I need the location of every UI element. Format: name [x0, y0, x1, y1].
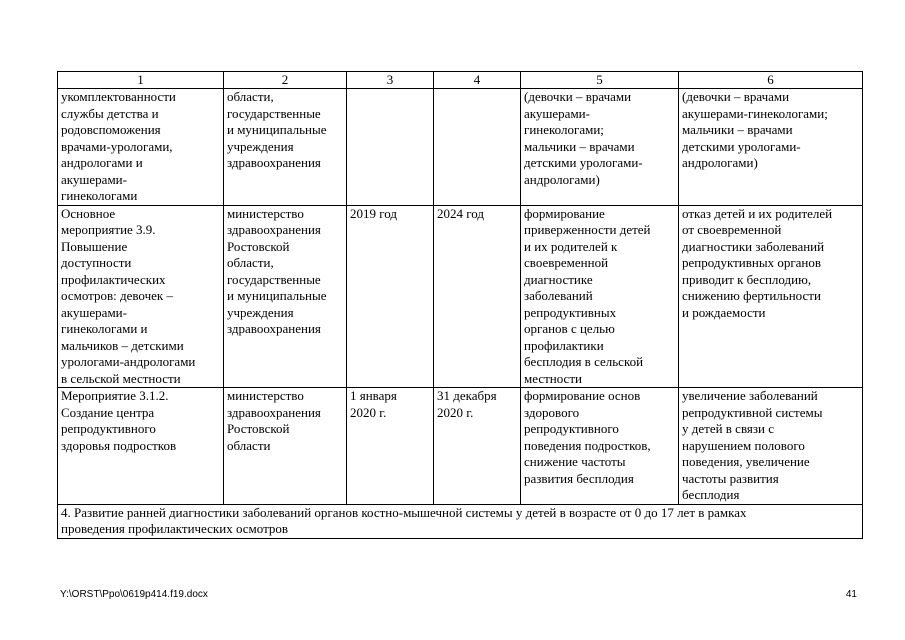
cell-line: учреждения [227, 304, 294, 320]
cell-line: репродуктивного [61, 421, 156, 436]
cell-line: гинекологами и [61, 321, 148, 336]
cell-line: 1 января [350, 388, 397, 403]
cell-line: поведения подростков, [524, 437, 651, 453]
cell-line: диагностике [524, 271, 593, 287]
cell-line: Повышение [61, 238, 128, 254]
cell-line: государственные [227, 105, 321, 121]
header-row [58, 72, 863, 89]
cell-line: андрологами и [61, 155, 143, 170]
section-heading-line: 4. Развитие ранней диагностики заболеваний органов костно-мышечной системы у детей в возрасте от 0 до 17 лет в рамках [61, 504, 747, 520]
table-cell-c5 [521, 89, 679, 206]
cell-line: формирование [524, 205, 605, 221]
cell-line: и рождаемости [682, 304, 766, 320]
cell-line: местности [524, 370, 582, 386]
cell-line: мальчиков – детскими [61, 337, 184, 353]
cell-line: от своевременной [682, 222, 782, 237]
table-cell-c2 [224, 388, 347, 505]
cell-line: и муниципальные [227, 122, 327, 137]
cell-line: Ростовской [227, 421, 290, 436]
cell-line: министерство [227, 205, 304, 221]
cell-line: родовспоможения [61, 122, 161, 137]
table-cell-c1 [58, 205, 224, 388]
cell-line: области [227, 437, 271, 453]
cell-line: органов с целью [524, 321, 615, 336]
cell-line: андрологами) [682, 155, 758, 170]
cell-line: здравоохранения [227, 222, 321, 237]
cell-line: акушерами- [524, 105, 590, 121]
cell-line: приверженности детей [524, 222, 651, 237]
cell-line: гинекологами [61, 188, 138, 203]
table-cell-c3 [347, 89, 434, 206]
cell-line: и их родителей к [524, 238, 618, 254]
table-cell-c2 [224, 205, 347, 388]
cell-line: министерство [227, 388, 304, 403]
cell-line: бесплодия [682, 487, 740, 502]
cell-line: врачами-урологами, [61, 138, 173, 154]
file-path: Y:\ORST\Ppo\0619p414.f19.docx [60, 589, 208, 600]
cell-line: здравоохранения [227, 321, 321, 336]
cell-line: здоровья подростков [61, 437, 177, 453]
cell-line: службы детства и [61, 105, 159, 121]
cell-line: 31 декабря [437, 388, 497, 403]
cell-line: профилактических [61, 271, 166, 287]
section-heading [58, 504, 863, 538]
cell-line: развития бесплодия [524, 470, 634, 486]
cell-line: гинекологами; [524, 122, 604, 137]
cell-line: нарушением полового [682, 437, 805, 453]
cell-line: (девочки – врачами [524, 89, 632, 104]
cell-line: Ростовской [227, 238, 290, 254]
cell-line: 2019 год [350, 205, 397, 221]
cell-line: поведения, увеличение [682, 454, 810, 469]
column-header-6: 6 [679, 72, 863, 89]
cell-line: доступности [61, 255, 132, 270]
table-cell-c5 [521, 205, 679, 388]
cell-line: отказ детей и их родителей [682, 205, 833, 221]
cell-line: репродуктивных органов [682, 255, 822, 270]
page-number: 41 [845, 589, 857, 600]
cell-line: снижение частоты [524, 454, 626, 469]
cell-line: своевременной [524, 255, 609, 270]
cell-line: андрологами) [524, 171, 600, 187]
table-row [58, 89, 863, 206]
cell-line: диагностики заболеваний [682, 238, 825, 254]
table-cell-c2 [224, 89, 347, 206]
cell-line: 2020 г. [437, 404, 474, 420]
table-cell-c3 [347, 205, 434, 388]
cell-line: бесплодия в сельской [524, 354, 644, 369]
table-cell-c1 [58, 388, 224, 505]
section-heading-line: проведения профилактических осмотров [61, 521, 289, 536]
cell-line: формирование основ [524, 388, 641, 403]
column-header-4: 4 [434, 72, 521, 89]
cell-line: заболеваний [524, 288, 593, 303]
cell-line: профилактики [524, 337, 604, 353]
cell-line: 2020 г. [350, 404, 387, 420]
table-row [58, 388, 863, 505]
table-cell-c4 [434, 388, 521, 505]
cell-line: области, [227, 255, 274, 270]
table-cell-c4 [434, 89, 521, 206]
cell-line: урологами-андрологами [61, 354, 196, 369]
cell-line: мероприятие 3.9. [61, 222, 156, 237]
table-cell-c6 [679, 388, 863, 505]
cell-line: здравоохранения [227, 404, 321, 420]
cell-line: репродуктивных [524, 304, 617, 320]
cell-line: приводит к бесплодию, [682, 271, 812, 287]
cell-line: здравоохранения [227, 155, 321, 170]
cell-line: мальчики – врачами [524, 138, 635, 154]
cell-line: акушерами- [61, 171, 127, 187]
table-body [58, 89, 863, 539]
section-row [58, 504, 863, 538]
cell-line: детскими урологами- [524, 155, 643, 170]
table-cell-c4 [434, 205, 521, 388]
cell-line: Создание центра [61, 404, 155, 420]
cell-line: мальчики – врачами [682, 122, 793, 137]
table-cell-c6 [679, 89, 863, 206]
cell-line: здорового [524, 404, 580, 420]
cell-line: детскими урологами- [682, 138, 801, 154]
table-row [58, 205, 863, 388]
cell-line: увеличение заболеваний [682, 388, 818, 403]
cell-line: акушерами-гинекологами; [682, 105, 828, 121]
cell-line: учреждения [227, 138, 294, 154]
table-cell-c3 [347, 388, 434, 505]
cell-line: осмотров: девочек – [61, 288, 173, 303]
cell-line: акушерами- [61, 304, 127, 320]
measures-table [57, 71, 863, 539]
column-header-1: 1 [58, 72, 224, 89]
cell-line: Основное [61, 205, 116, 221]
table-cell-c6 [679, 205, 863, 388]
column-header-5: 5 [521, 72, 679, 89]
cell-line: области, [227, 89, 274, 104]
cell-line: у детей в связи с [682, 421, 775, 436]
table-cell-c5 [521, 388, 679, 505]
cell-line: частоты развития [682, 470, 779, 486]
cell-line: репродуктивной системы [682, 404, 823, 420]
cell-line: 2024 год [437, 205, 484, 221]
cell-line: государственные [227, 271, 321, 287]
cell-line: Мероприятие 3.1.2. [61, 388, 169, 403]
table-cell-c1 [58, 89, 224, 206]
cell-line: укомплектованности [61, 89, 176, 104]
cell-line: снижению фертильности [682, 288, 821, 303]
column-header-2: 2 [224, 72, 347, 89]
cell-line: в сельской местности [61, 370, 181, 386]
cell-line: и муниципальные [227, 288, 327, 303]
cell-line: (девочки – врачами [682, 89, 790, 104]
cell-line: репродуктивного [524, 421, 619, 436]
column-header-3: 3 [347, 72, 434, 89]
